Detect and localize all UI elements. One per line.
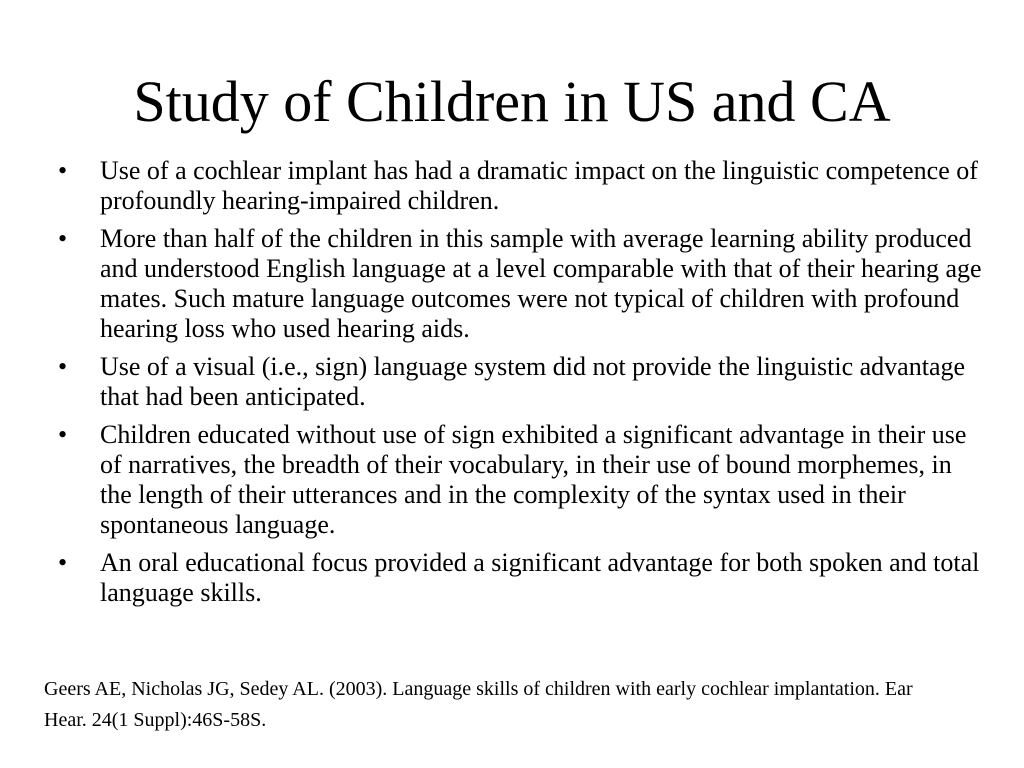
bullet-list	[58, 156, 988, 616]
bullet-text: Use of a cochlear implant has had a dramatic impact on the linguistic competence of profoundly hearing-impaired children.	[100, 156, 978, 215]
bullet-item	[58, 352, 988, 412]
bullet-icon: •	[58, 352, 68, 381]
bullet-item	[58, 548, 988, 608]
bullet-icon: •	[58, 224, 68, 253]
bullet-icon: •	[58, 156, 68, 185]
bullet-icon: •	[58, 420, 68, 449]
slide-title: Study of Children in US and CA	[133, 69, 891, 134]
citation: Geers AE, Nicholas JG, Sedey AL. (2003). Language skills of children with early cochlear implantation. Ear Hear. 24(1 Suppl):46S-58S.	[44, 678, 913, 731]
bullet-item	[58, 156, 988, 216]
bullet-text: Use of a visual (i.e., sign) language system did not provide the linguistic advantage that had been anticipated.	[100, 352, 966, 411]
bullet-text: More than half of the children in this sample with average learning ability produced and understood English language at a level comparable with that of their hearing age mates. Such mature language outcomes were not typical of children with profound hearing loss who used hearing aids.	[100, 224, 982, 343]
bullet-item	[58, 224, 988, 344]
bullet-text: An oral educational focus provided a significant advantage for both spoken and total language skills.	[100, 548, 980, 607]
bullet-item	[58, 420, 988, 540]
bullet-icon: •	[58, 548, 68, 577]
bullet-text: Children educated without use of sign exhibited a significant advantage in their use of narratives, the breadth of their vocabulary, in their use of bound morphemes, in the length of their utterances and in the complexity of the syntax used in their spontaneous language.	[100, 420, 967, 539]
